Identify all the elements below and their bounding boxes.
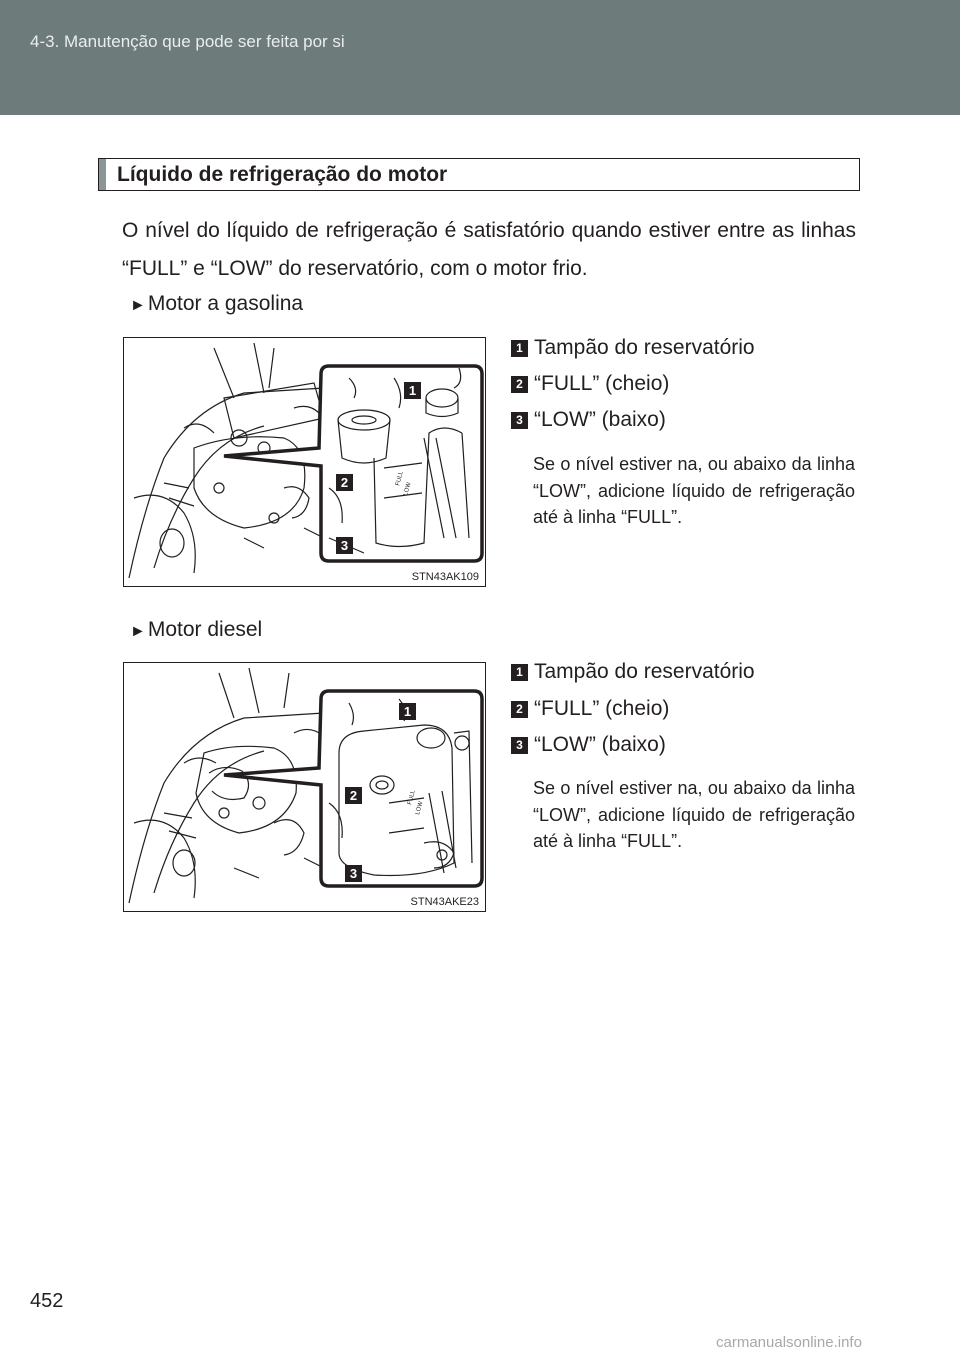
diesel-engine-illustration xyxy=(123,662,486,912)
section-heading-box xyxy=(98,158,860,191)
header-band xyxy=(0,0,960,115)
legend-label-3: “LOW” (baixo) xyxy=(534,408,666,431)
legend-badge-2: 2 xyxy=(511,376,528,393)
diesel-note: Se o nível estiver na, ou abaixo da linha “LOW”, adicione líquido de refrigeração até à linha “FULL”. xyxy=(533,778,855,851)
section-title: Líquido de refrigeração do motor xyxy=(117,163,448,186)
page-number: 452 xyxy=(30,1290,64,1312)
gasoline-note: Se o nível estiver na, ou abaixo da linha “LOW”, adicione líquido de refrigeração até à linha “FULL”. xyxy=(533,454,855,527)
legend-label-3: “LOW” (baixo) xyxy=(534,733,666,756)
gasoline-engine-illustration xyxy=(123,337,486,587)
gasoline-heading-label: Motor a gasolina xyxy=(147,292,304,315)
legend-item-3 xyxy=(511,732,666,758)
callout-3: 3 xyxy=(336,537,353,554)
triangle-arrow-icon: ► xyxy=(130,297,146,314)
callout-3: 3 xyxy=(345,865,362,882)
figure-code: STN43AKE23 xyxy=(410,896,479,908)
legend-badge-3: 3 xyxy=(511,412,528,429)
callout-2: 2 xyxy=(336,474,353,491)
tank-full-label: FULL xyxy=(395,470,405,487)
diesel-heading xyxy=(130,618,262,642)
gasoline-heading xyxy=(130,292,303,316)
callout-1: 1 xyxy=(399,703,416,720)
legend-label-2: “FULL” (cheio) xyxy=(534,372,670,395)
callout-2: 2 xyxy=(345,787,362,804)
legend-item-3 xyxy=(511,407,666,433)
figure-code: STN43AK109 xyxy=(411,571,479,583)
legend-item-2 xyxy=(511,371,669,397)
breadcrumb: 4-3. Manutenção que pode ser feita por si xyxy=(30,32,345,51)
legend-item-2 xyxy=(511,696,669,722)
watermark: carmanualsonline.info xyxy=(716,1334,862,1351)
legend-badge-2: 2 xyxy=(511,701,528,718)
legend-item-1 xyxy=(511,335,755,361)
legend-badge-1: 1 xyxy=(511,340,528,357)
legend-label-1: Tampão do reservatório xyxy=(534,336,755,359)
gasoline-engine-drawing xyxy=(124,338,486,587)
legend-badge-1: 1 xyxy=(511,664,528,681)
callout-1: 1 xyxy=(404,382,421,399)
intro-paragraph: O nível do líquido de refrigeração é satisfatório quando estiver entre as linhas “FULL” e “LOW” do reservatório, com o motor frio. xyxy=(122,219,856,280)
diesel-engine-drawing xyxy=(124,663,486,912)
tank-full-label: FULL xyxy=(407,789,417,806)
triangle-arrow-icon: ► xyxy=(130,623,146,640)
legend-item-1 xyxy=(511,659,755,685)
legend-label-2: “FULL” (cheio) xyxy=(534,697,670,720)
diesel-heading-label: Motor diesel xyxy=(147,618,263,641)
legend-badge-3: 3 xyxy=(511,737,528,754)
tank-low-label: LOW xyxy=(415,800,425,816)
legend-label-1: Tampão do reservatório xyxy=(534,660,755,683)
tank-low-label: LOW xyxy=(403,481,413,497)
section-heading-accent xyxy=(99,159,106,190)
